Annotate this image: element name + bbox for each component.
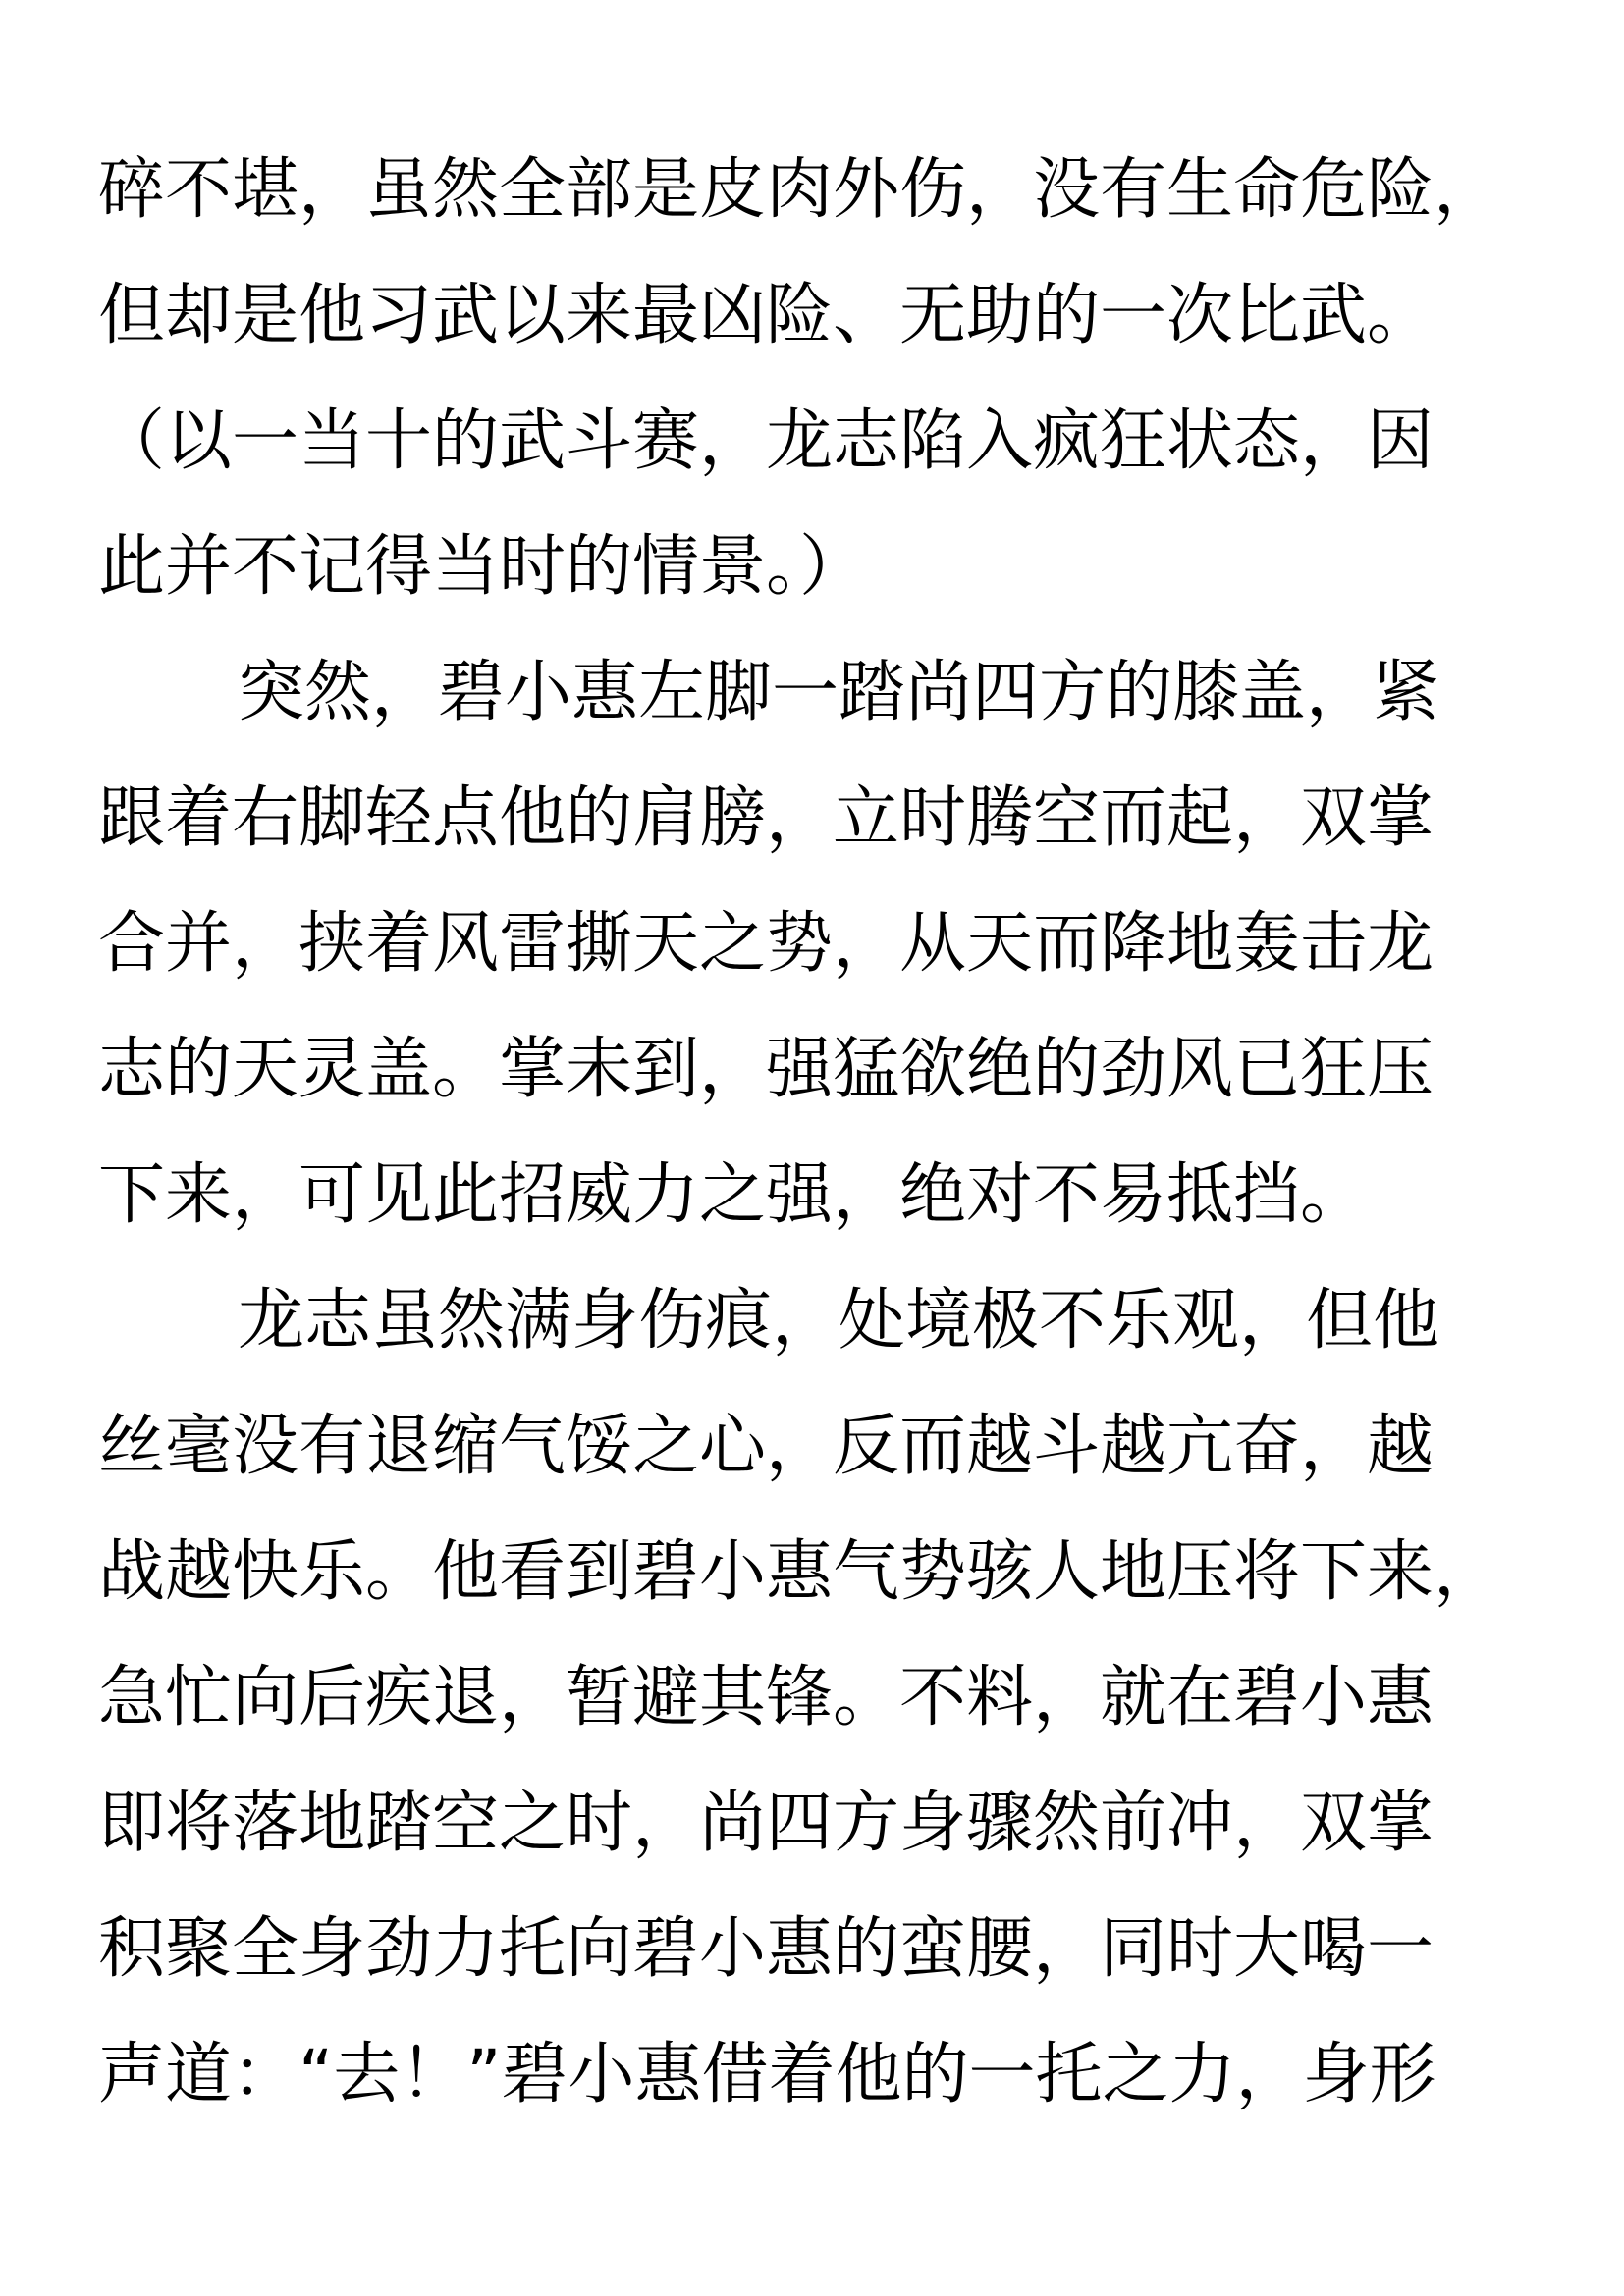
text-line: 即将落地踏空之时，尚四方身骤然前冲，双掌	[98, 1785, 1435, 1862]
text-line: 积聚全身劲力托向碧小惠的蛮腰，同时大喝一	[98, 1910, 1435, 1988]
text-line: 声道：“去！”碧小惠借着他的一托之力，身形	[98, 2036, 1436, 2113]
text-line: 合并，挟着风雷撕天之势，从天而降地轰击龙	[98, 905, 1435, 983]
text-line: 碎不堪，虽然全部是皮肉外伤，没有生命危险，	[98, 151, 1501, 229]
text-line: 跟着右脚轻点他的肩膀，立时腾空而起，双掌	[98, 779, 1435, 857]
paragraph-first-line: 龙志虽然满身伤痕，处境极不乐观，但他	[238, 1282, 1440, 1360]
text-line: 此并不记得当时的情景。）	[98, 528, 867, 606]
text-line: 急忙向后疾退，暂避其锋。不料，就在碧小惠	[98, 1659, 1435, 1736]
text-line: 下来，可见此招威力之强，绝对不易抵挡。	[98, 1156, 1368, 1234]
text-line: 志的天灵盖。掌未到，强猛欲绝的劲风已狂压	[98, 1031, 1435, 1108]
text-line: （以一当十的武斗赛，龙志陷入疯狂状态，因	[98, 402, 1435, 480]
text-line: 战越快乐。他看到碧小惠气势骇人地压将下来，	[98, 1533, 1501, 1611]
text-line: 但却是他习武以来最凶险、无助的一次比武。	[98, 277, 1435, 354]
paragraph-first-line: 突然，碧小惠左脚一踏尚四方的膝盖，紧	[238, 654, 1440, 731]
text-body	[98, 128, 1542, 2138]
text-line: 丝毫没有退缩气馁之心，反而越斗越亢奋，越	[98, 1408, 1435, 1485]
